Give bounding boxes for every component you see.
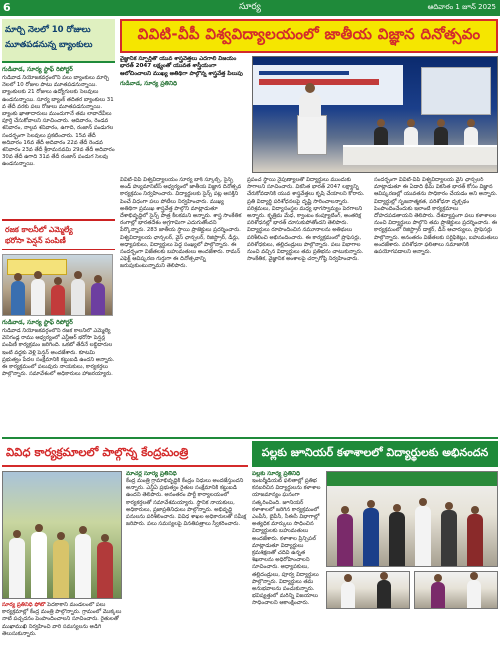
brief2-headline [2, 219, 115, 250]
person-head [79, 526, 87, 534]
person-head [367, 500, 375, 508]
minister-story [2, 441, 248, 647]
brief-pension [2, 219, 115, 406]
college-photo [326, 471, 498, 567]
college-story [252, 441, 498, 647]
person-figure [9, 538, 25, 598]
person-head [344, 574, 352, 582]
brief-byline: గుడివాడ, సూర్య స్టాఫ్ రిపోర్టర్ [2, 66, 73, 73]
story-lead: వైజ్ఞానిక స్ఫూర్తితో యువ శాస్త్రవేత్తలు ఎదగాలి విజయం భారత్ 2047 లక్ష్యంతో యువత శాస్త్రీయంగా ఆలోచించాలని ముఖ్య అతిథిగా పాల్గొన్న శాస్త్రవేత్త పిలుపు [120, 56, 243, 77]
person-head [101, 534, 109, 542]
paper-name: సూర్య [239, 2, 261, 12]
page-number: 6 [3, 1, 11, 14]
brief-headline-line1: మార్చి నెలలో 10 రోజులు [5, 25, 91, 35]
panelist-figure [374, 127, 388, 147]
person-figure [467, 580, 481, 608]
lead-block [120, 56, 248, 173]
person-figure [363, 508, 379, 566]
person-head [380, 572, 388, 580]
main-headline-text: వివిటి-వీపీ విశ్వవిద్యాలయంలో జాతీయ విజ్ఞాన దినోత్సవం [137, 25, 481, 43]
speaker-figure [299, 93, 321, 117]
person-head [74, 271, 82, 279]
person-head [471, 506, 479, 514]
masthead [0, 0, 500, 16]
person-figure [71, 279, 85, 315]
person-figure [337, 514, 353, 566]
college-text-left [252, 471, 322, 647]
person-figure [91, 283, 105, 315]
person-head [470, 572, 478, 580]
event-photo [252, 56, 498, 173]
person-head [13, 530, 21, 538]
panelist-head [407, 119, 415, 127]
main-story [120, 19, 498, 433]
minister-byline: మాచర్ల సూర్య ప్రతినిధి [126, 471, 177, 477]
left-column [2, 19, 115, 433]
person-head [445, 502, 453, 510]
minister-photo [2, 471, 122, 599]
speaker-head [305, 83, 315, 93]
dais-table [343, 145, 498, 165]
person-figure [415, 506, 431, 566]
minister-text [126, 471, 248, 647]
date-line: ఆదివారం 1 జూన్ 2025 [427, 3, 496, 11]
brief2-headline-line2: భరోసా పెన్షన్ పంపిణీ [5, 236, 66, 245]
person-head [14, 273, 22, 281]
college-headline-text: పల్లకు జూనియర్ కళాశాలలో విద్యార్థులకు అభినందన [261, 446, 489, 459]
person-figure [389, 512, 405, 566]
panelist-head [437, 119, 445, 127]
projection-screen [421, 67, 491, 115]
brief-headline-line2: మూతపడనున్న బ్యాంకులు [5, 40, 93, 50]
panelist-head [467, 119, 475, 127]
brief-headline [2, 19, 115, 63]
person-head [94, 275, 102, 283]
person-figure [31, 532, 47, 598]
person-figure [31, 279, 45, 315]
story-column-1: వివిటి-వీపీ విశ్వవిద్యాలయం సూర్య బాక్ స్కూల్స్, సైన్స్ అండ్ హ్యుమానిటీస్ ఆధ్వర్యంలో జాతీయ విజ్ఞాన దినోత్సవ కార్యక్రమం నిర్వహించారు. విద్యార్థులకు సైన్స్ పట్ల ఆసక్తిని పెంచే విధంగా పలు పోటీలు నిర్వహించారు. ముఖ్య అతిథిగా ప్రముఖ శాస్త్రవేత్త పాల్గొని మాట్లాడుతూ దేశాభివృద్ధిలో సైన్స్ పాత్ర కీలకమని అన్నారు. శాస్త్ర సాంకేతిక రంగాల్లో భారతదేశం అగ్రగామిగా ఎదుగుతోందని పేర్కొన్నారు. 283 జాతీయ స్థాయి ప్రాజెక్టులు ప్రదర్శించారు. విశ్వవిద్యాలయ ఛాన్సలర్, వైస్ ఛాన్సలర్, రిజిస్ట్రార్, డీన్లు, అధ్యాపకులు, విద్యార్థులు పెద్ద సంఖ్యలో పాల్గొన్నారు. ఈ సందర్భంగా విజేతలకు బహుమతులు అందజేశారు. రామన్ ఎఫెక్ట్ ఆవిష్కరణ గుర్తుగా ఈ దినోత్సవాన్ని జరుపుకుంటున్నామని తెలిపారు. [120, 177, 242, 270]
minister-headline-text: వివిధ కార్యక్రమాలలో పాల్గొన్న కేంద్రమంత్రి [6, 444, 189, 459]
person-figure [341, 582, 355, 608]
person-head [34, 271, 42, 279]
story-column-2: ప్రపంచ స్థాయి నైపుణ్యాలతో విద్యార్థులు ముందుకు సాగాలని సూచించారు. వికసిత భారత్ 2047 లక్ష్యాన్ని చేరుకోవడానికి యువ శాస్త్రవేత్తలు కృషి చేయాలని కోరారు. ప్రతి విద్యార్థి పరిశోధనలపై దృష్టి సారించాలన్నారు. పరిశ్రమలు, విద్యాసంస్థల మధ్య భాగస్వామ్యం పెరగాలని అన్నారు. కృత్రిమ మేధ, క్వాంటం కంప్యూటింగ్, అంతరిక్ష పరిశోధనల్లో భారత్ దూసుకుపోతోందని తెలిపారు. విద్యార్థులు రూపొందించిన నమూనాలను అతిథులు పరిశీలించి అభినందించారు. ఈ కార్యక్రమంలో ప్రొఫెసర్లు, పరిశోధకులు, తల్లిదండ్రులు పాల్గొన్నారు. పలు విభాగాల నుంచి వచ్చిన విద్యార్థులు తమ ప్రతిభను చాటుకున్నారు. సాంకేతిక, వైజ్ఞానిక అంశాలపై చర్చాగోష్ఠి నిర్వహించారు. [247, 177, 365, 263]
college-byline: పల్లకు సూర్య ప్రతినిధి [252, 471, 301, 477]
minister-body: కేంద్ర మంత్రి గ్రామాభివృద్ధికి కేంద్రం నిధులు అందజేస్తుందని అన్నారు. ఎన్డీఏ ప్రభుత్వం రైతుల సంక్షేమానికి కట్టుబడి ఉందని తెలిపారు. అనంతరం పార్టీ కార్యాలయంలో కార్యకర్తలతో సమావేశమయ్యారు. స్థానిక నాయకులు, అధికారులు, ప్రజాప్రతినిధులు పాల్గొన్నారు. అభివృద్ధి పనులను పరిశీలించారు. వివిధ శాఖల అధికారులతో సమీక్ష జరిపారు. పలు సమస్యలపై వినతిపత్రాలు స్వీకరించారు. [126, 478, 247, 528]
person-figure [51, 285, 65, 315]
podium [297, 115, 327, 155]
panelist-figure [464, 127, 478, 147]
panelist-head [377, 119, 385, 127]
panelist-figure [404, 127, 418, 147]
person-figure [11, 281, 25, 315]
person-figure [97, 542, 113, 598]
story-columns [120, 177, 498, 430]
person-figure [53, 540, 69, 598]
person-figure [75, 534, 91, 598]
person-figure [377, 580, 391, 608]
pension-photo [2, 254, 113, 316]
person-head [341, 506, 349, 514]
college-body: ఇంటర్మీడియట్ ఫలితాల్లో ప్రతిభ కనబరిచిన విద్యార్థులను కళాశాల యాజమాన్యం ఘనంగా సత్కరించింది. జూనియర్ కళాశాలలో జరిగిన కార్యక్రమంలో ఎంపీసీ, బైపీసీ, సీఈసీ విభాగాల్లో అత్యధిక మార్కులు సాధించిన విద్యార్థులకు బహుమతులు అందజేశారు. కళాశాల ప్రిన్సిపల్ మాట్లాడుతూ విద్యార్థులు క్రమశిక్షణతో చదివి ఉన్నత శిఖరాలను అధిరోహించాలని సూచించారు. అధ్యాపకులు, తల్లిదండ్రులు, పూర్వ విద్యార్థులు పాల్గొన్నారు. విద్యార్థులు తమ అనుభవాలను పంచుకున్నారు. భవిష్యత్తులో మరిన్ని విజయాలు సాధించాలని ఆకాంక్షించారు. [252, 478, 321, 607]
story-column-3: సందర్భంగా వివిటి-వీపీ విశ్వవిద్యాలయ వైస్ ఛాన్సలర్ మాట్లాడుతూ ఈ ఏడాది థీమ్ వికసిత భారత్ కోసం విజ్ఞాన ఆవిష్కరణల్లో యువతను సాధికారం చేయడం అని అన్నారు. విద్యార్థుల్లో సృజనాత్మకత, పరిశోధనా దృక్పథం పెంపొందించేందుకు ఇలాంటి కార్యక్రమాలు దోహదపడతాయని తెలిపారు. దేశవ్యాప్తంగా పలు కళాశాలల నుంచి విద్యార్థులు పాల్గొని తమ ప్రాజెక్టులు ప్రదర్శించారు. ఈ కార్యక్రమంలో రిజిస్ట్రార్ డాక్టర్, డీన్ ఆచార్యులు, ప్రొఫెసర్లు పాల్గొన్నారు. అనంతరం విజేతలకు సర్టిఫికెట్లు, బహుమతులు అందజేశారు. పరిశోధనా ఫలితాలు సమాజానికి ఉపయోగపడాలని అన్నారు. [374, 177, 498, 256]
event-banner [253, 65, 403, 105]
minister-headline [2, 441, 248, 467]
person-figure [467, 514, 483, 566]
college-photo-small [414, 571, 498, 609]
brief-bank-holidays [2, 19, 115, 215]
brief2-byline: గుడివాడ, సూర్య స్టాఫ్ రిపోర్టర్ [2, 319, 73, 326]
college-headline [252, 441, 498, 467]
brief-body: గుడివాడ నియోజకవర్గంలోని పలు బ్యాంకులు మార్చి నెలలో 10 రోజుల పాటు మూతపడనున్నాయి. బ్యాంకులకు 21 రోజులు ఉద్యోగులకు సెలవులు ఉండనున్నాయి. సూర్య బ్యాంక్ తదితర బ్యాంకులు 31 వ తేదీ వరకు పలు రోజులు మూతపడనున్నాయి. బ్యాంకు ఖాతాదారులు ముందుగానే తమ లావాదేవీలు పూర్తి చేసుకోవాలని సూచించారు. ఆదివారం, రెండవ శనివారం, నాల్గవ శనివారం, ఉగాది, రంజాన్ పండుగల సందర్భంగా సెలవులు ప్రకటించారు. 15వ తేదీ అదివారం 16వ తేదీ అదివారం 22వ తేదీ రెండవ శనివారం 23వ తేదీ శ్రీరామనవమి 29వ తేదీ అదివారం 30వ తేదీ ఉగాది 31వ తేదీ రంజాన్ పండుగ సెలవు ఉండనున్నాయి. [2, 75, 115, 168]
story-byline: గుడివాడ, సూర్య ప్రతినిధి [120, 81, 178, 88]
panelist-figure [434, 127, 448, 147]
person-head [57, 532, 65, 540]
caption-label: సూర్య ప్రతినిధి ఫోటో [2, 602, 46, 608]
person-head [434, 574, 442, 582]
main-headline [120, 19, 498, 53]
brief2-body: గుడివాడ నియోజకవర్గంలోని రజక కాలనీలో ఎమ్మెల్యే వెనిగండ్ల రాము ఆధ్వర్యంలో ఎన్టీఆర్ భరోసా పెన్షన్ల పంపిణీ కార్యక్రమం జరిగింది. ఒకటో తేదీనే లబ్ధిదారుల ఇంటి వద్దకు వెళ్లి పెన్షన్ అందజేశారు. కూటమి ప్రభుత్వం పేదల సంక్షేమానికి కట్టుబడి ఉందని అన్నారు. ఈ కార్యక్రమంలో పలువురు నాయకులు, కార్యకర్తలు పాల్గొన్నారు. సమావేశంలో అధికారులు హాజరయ్యారు. [2, 328, 115, 378]
minister-caption [2, 602, 122, 647]
person-head [54, 277, 62, 285]
caption-text: పెదకాకాని మండలంలో పలు కార్యక్రమాల్లో కేంద్ర మంత్రి పాల్గొన్నారు. గ్రామంలో మొక్కలు నాటి పచ్చదనం పెంపొందించాలని సూచించారు. రైతులతో ముఖాముఖి నిర్వహించి వారి సమస్యలను అడిగి తెలుసుకున్నారు. [2, 602, 122, 637]
main-story-body [120, 56, 498, 430]
section-divider [2, 437, 498, 439]
college-photo-small [326, 571, 410, 609]
bottom-section [2, 437, 498, 647]
brief2-headline-line1: రజక కాలనీలో ఎమ్మెల్యే [5, 225, 73, 234]
person-head [393, 504, 401, 512]
college-banner [327, 472, 498, 486]
person-head [419, 498, 427, 506]
person-figure [441, 510, 457, 566]
person-head [35, 524, 43, 532]
person-figure [431, 582, 445, 608]
